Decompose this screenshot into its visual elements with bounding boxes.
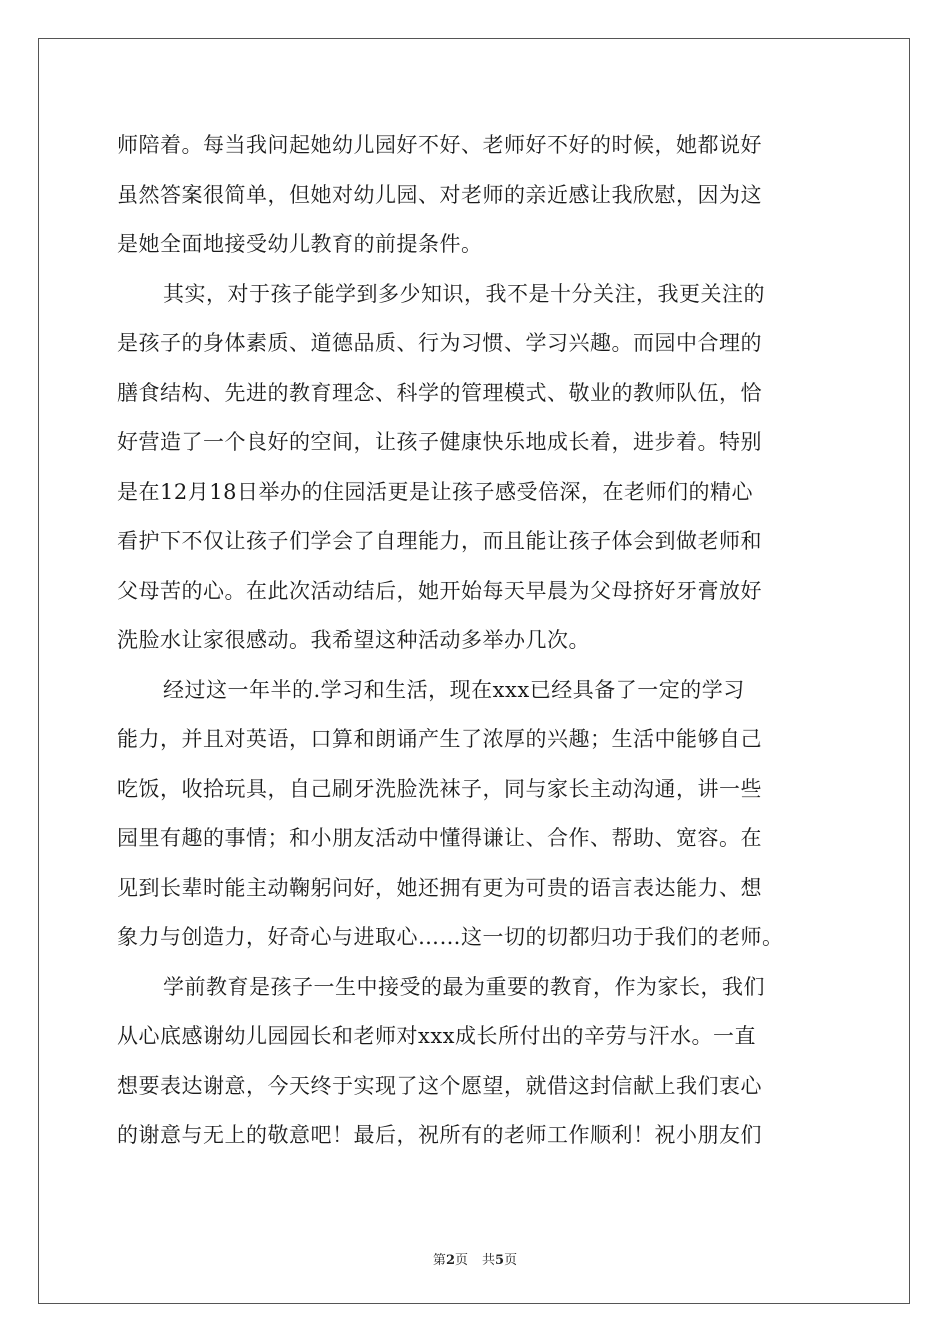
page-total: 5 xyxy=(495,1253,505,1268)
text-line: 虽然答案很简单，但她对幼儿园、对老师的亲近感让我欣慰，因为这 xyxy=(117,182,762,207)
text-line: 见到长辈时能主动鞠躬问好，她还拥有更为可贵的语言表达能力、想 xyxy=(117,875,762,900)
text-line: 看护下不仅让孩子们学会了自理能力，而且能让孩子体会到做老师和 xyxy=(117,529,762,553)
page-suffix: 页 xyxy=(454,1253,468,1268)
text-line: 园里有趣的事情；和小朋友活动中懂得谦让、合作、帮助、宽容。在 xyxy=(117,826,762,850)
text-line: 好营造了一个良好的空间，让孩子健康快乐地成长着，进步着。特别 xyxy=(117,430,762,454)
text-line: 是孩子的身体素质、道德品质、行为习惯、学习兴趣。而园中合理的 xyxy=(117,331,762,355)
text-line: 吃饭，收拾玩具，自己刷牙洗脸洗袜子，同与家长主动沟通，讲一些 xyxy=(117,776,762,801)
page-footer xyxy=(0,1249,950,1268)
text-line: 从心底感谢幼儿园园长和老师对xxx成长所付出的辛劳与汗水。一直 xyxy=(117,1024,757,1048)
total-prefix: 共 xyxy=(482,1253,496,1268)
text-line: 是在12月18日举办的住园活更是让孩子感受倍深，在老师们的精心 xyxy=(117,479,753,504)
document-body xyxy=(117,121,857,1161)
paragraph-start-line: 其实，对于孩子能学到多少知识，我不是十分关注，我更关注的 xyxy=(163,281,765,306)
text-line: 洗脸水让家很感动。我希望这种活动多举办几次。 xyxy=(117,628,590,652)
text-line: 师陪着。每当我问起她幼儿园好不好、老师好不好的时候，她都说好 xyxy=(117,133,762,157)
text-line: 能力，并且对英语，口算和朗诵产生了浓厚的兴趣；生活中能够自己 xyxy=(117,727,762,751)
text-line: 的谢意与无上的敬意吧！最后，祝所有的老师工作顺利！祝小朋友们 xyxy=(117,1123,762,1147)
text-line: 象力与创造力，好奇心与进取心……这一切的切都归功于我们的老师。 xyxy=(117,925,784,949)
text-line: 父母苦的心。在此次活动结后，她开始每天早晨为父母挤好牙膏放好 xyxy=(117,578,762,603)
total-suffix: 页 xyxy=(504,1253,518,1268)
page-current: 2 xyxy=(445,1253,455,1268)
text-line: 膳食结构、先进的教育理念、科学的管理模式、敬业的教师队伍，恰 xyxy=(117,380,762,405)
paragraph-start-line: 学前教育是孩子一生中接受的最为重要的教育，作为家长，我们 xyxy=(163,974,765,999)
paragraph-start-line: 经过这一年半的.学习和生活，现在xxx已经具备了一定的学习 xyxy=(163,677,745,702)
text-line: 是她全面地接受幼儿教育的前提条件。 xyxy=(117,232,483,256)
text-line: 想要表达谢意，今天终于实现了这个愿望，就借这封信献上我们衷心 xyxy=(117,1073,762,1098)
page-prefix: 第 xyxy=(432,1253,446,1268)
